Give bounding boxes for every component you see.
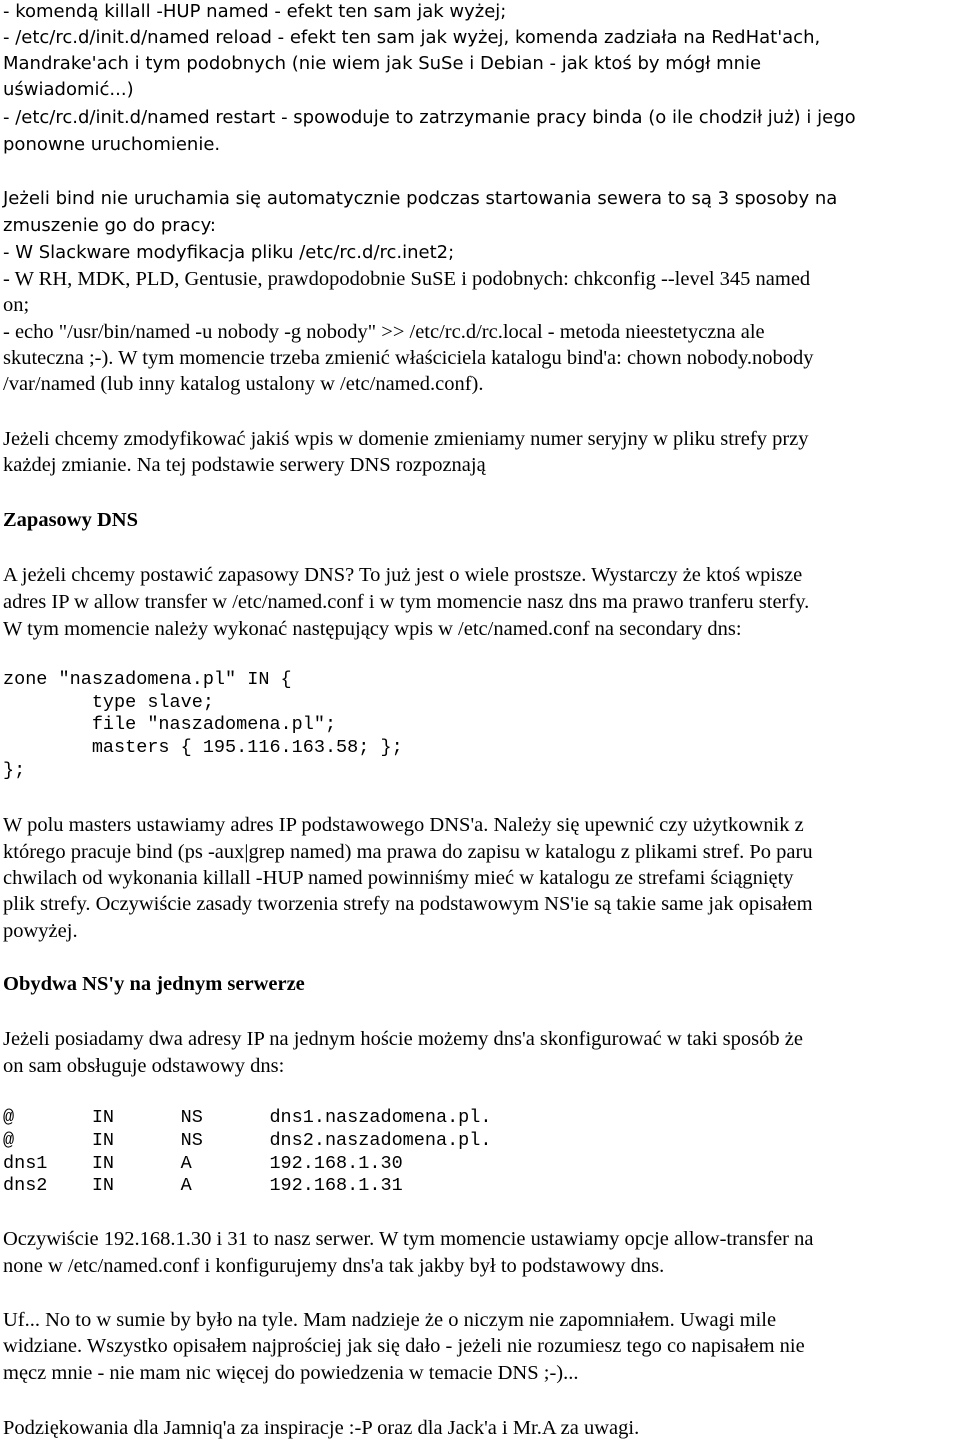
intro-line: - /etc/rc.d/init.d/named reload - efekt ten sam jak wyżej, komenda zadziała na RedHat'ach, [3, 27, 821, 48]
record-line: @ IN NS dns2.naszadomena.pl. [3, 1130, 492, 1151]
intro-line: ponowne uruchomienie. [3, 134, 221, 155]
bind-startup-line: - W Slackware modyfikacja pliku /etc/rc.d/rc.inet2; [3, 242, 455, 263]
heading-backup-dns: Zapasowy DNS [3, 509, 138, 531]
closing-line: widziane. Wszystko opisałem najprościej jak się dało - jeżeli nie rozumiesz tego co napisałem nie [3, 1335, 805, 1357]
masters-line: W polu masters ustawiamy adres IP podstawowego DNS'a. Należy się upewnić czy użytkownik z [3, 814, 804, 836]
closing-line: męcz mnie - nie mam nic więcej do powiedzenia w temacie DNS ;-)... [3, 1362, 579, 1384]
backup-line: adres IP w allow transfer w /etc/named.conf i w tym momencie nasz dns ma prawo tranferu sterfy. [3, 591, 810, 613]
serial-line: Jeżeli chcemy zmodyfikować jakiś wpis w domenie zmieniamy numer seryjny w pliku strefy przy [3, 428, 809, 450]
obviously-line: none w /etc/named.conf i konfigurujemy dns'a tak jakby był to podstawowy dns. [3, 1255, 665, 1277]
bind-startup-line: - W RH, MDK, PLD, Gentusie, prawdopodobnie SuSE i podobnych: chkconfig --level 345 named [3, 268, 811, 290]
code-line: type slave; [3, 692, 214, 713]
bind-startup-line: on; [3, 294, 30, 316]
code-line: file "naszadomena.pl"; [3, 714, 337, 735]
bind-startup-line: Jeżeli bind nie uruchamia się automatycznie podczas startowania sewera to są 3 sposoby na [3, 188, 838, 209]
bind-startup-line: - echo "/usr/bin/named -u nobody -g nobody" >> /etc/rc.d/rc.local - metoda nieestetyczna ale [3, 321, 765, 343]
masters-line: powyżej. [3, 920, 78, 942]
bind-startup-line: /var/named (lub inny katalog ustalony w /etc/named.conf). [3, 373, 484, 395]
backup-line: A jeżeli chcemy postawić zapasowy DNS? To już jest o wiele prostsze. Wystarczy że ktoś wpisze [3, 564, 803, 586]
two-ns-line: Jeżeli posiadamy dwa adresy IP na jednym hoście możemy dns'a skonfigurować w taki sposób że [3, 1028, 803, 1050]
bind-startup-line: skuteczna ;-). W tym momencie trzeba zmienić właściciela katalogu bind'a: chown nobody.nobody [3, 347, 814, 369]
code-line: masters { 195.116.163.58; }; [3, 737, 403, 758]
heading-two-ns: Obydwa NS'y na jednym serwerze [3, 973, 305, 995]
intro-line: - /etc/rc.d/init.d/named restart - spowoduje to zatrzymanie pracy binda (o ile chodził już) i jego [3, 107, 856, 128]
thanks-line: Podziękowania dla Jamniq'a za inspiracje :-P oraz dla Jack'a i Mr.A za uwagi. [3, 1417, 640, 1439]
bind-startup-line: zmuszenie go do pracy: [3, 215, 216, 236]
masters-line: chwilach od wykonania killall -HUP named powinniśmy mieć w katalogu ze strefami ściągnięty [3, 867, 794, 889]
intro-line: uświadomić...) [3, 79, 134, 100]
two-ns-line: on sam obsługuje odstawowy dns: [3, 1055, 285, 1077]
intro-line: Mandrake'ach i tym podobnych (nie wiem jak SuSe i Debian - jak ktoś by mógł mnie [3, 53, 762, 74]
obviously-line: Oczywiście 192.168.1.30 i 31 to nasz serwer. W tym momencie ustawiamy opcje allow-transfer na [3, 1228, 814, 1250]
record-line: dns1 IN A 192.168.1.30 [3, 1153, 403, 1174]
record-line: dns2 IN A 192.168.1.31 [3, 1175, 403, 1196]
masters-line: którego pracuje bind (ps -aux|grep named) ma prawa do zapisu w katalogu z plikami stref. Po paru [3, 841, 813, 863]
record-line: @ IN NS dns1.naszadomena.pl. [3, 1107, 492, 1128]
code-line: }; [3, 760, 26, 781]
serial-line: każdej zmianie. Na tej podstawie serwery DNS rozpoznają [3, 454, 486, 476]
closing-line: Uf... No to w sumie by było na tyle. Mam nadzieje że o niczym nie zapomniałem. Uwagi mile [3, 1309, 777, 1331]
intro-line: - komendą killall -HUP named - efekt ten sam jak wyżej; [3, 1, 507, 22]
code-line: zone "naszadomena.pl" IN { [3, 669, 292, 690]
backup-line: W tym momencie należy wykonać następujący wpis w /etc/named.conf na secondary dns: [3, 618, 742, 640]
masters-line: plik strefy. Oczywiście zasady tworzenia strefy na podstawowym NS'ie są takie same jak opisałem [3, 893, 813, 915]
